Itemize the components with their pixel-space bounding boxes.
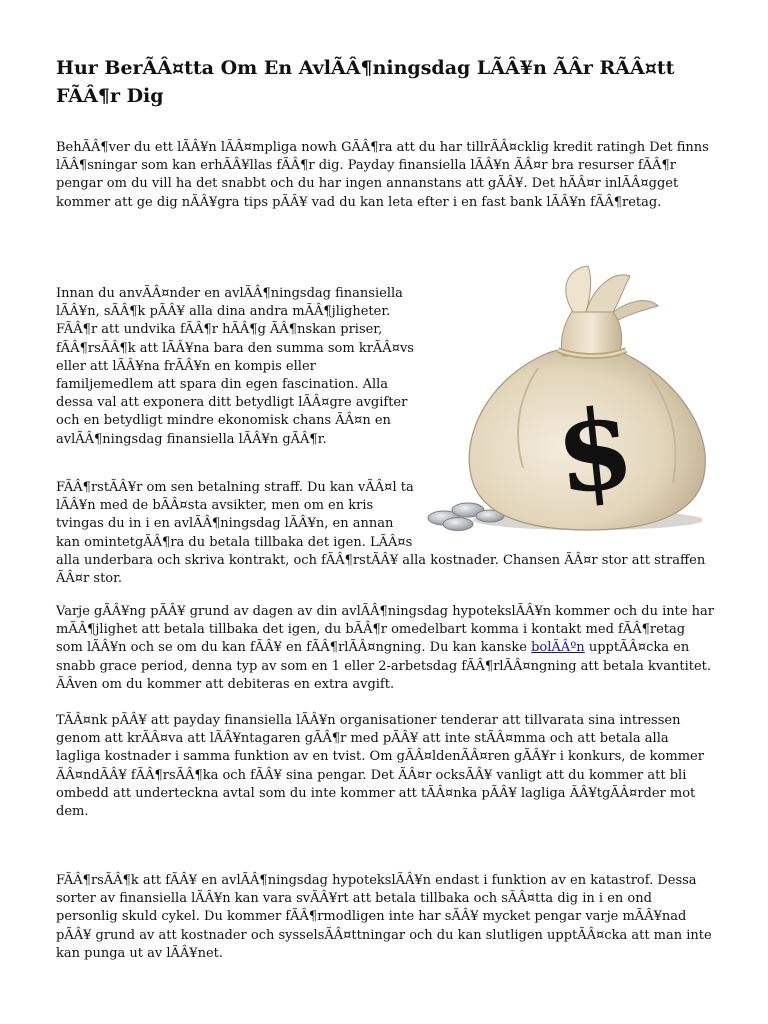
paragraph-5: TÃÂ¤nk pÃÂ¥ att payday finansiella lÃÂ¥n organisationer tenderar att tillvarata sina intressen genom att krÃÂ¤va att lÃÂ¥ntagaren gÃÂ¶r med pÃÂ¥ att inte stÃÂ¤mma och att betala alla lagliga kostnader i samma funktion av en tvist. Om gÃÂ¤ldenÃÂ¤ren gÃÂ¥r i konkurs, de kommer ÃÂ¤ndÃÂ¥ fÃÂ¶rsÃÂ¶ka och fÃÂ¥ sina pengar. Det ÃÂ¤r ocksÃÂ¥ vanligt att du kommer att bli ombedd att underteckna avtal som du inte kommer att tÃÂ¤nka pÃÂ¥ lagliga ÃÂ¥tgÃÂ¤rder mot dem.	[56, 713, 704, 820]
bolan-link[interactable]: bolÃÂºn	[531, 640, 585, 656]
money-bag-icon	[418, 258, 718, 540]
paragraph-2: Innan du anvÃÂ¤nder en avlÃÂ¶ningsdag finansiella lÃÂ¥n, sÃÂ¶k pÃÂ¥ alla dina andra mÃÂ¶jligheter. FÃÂ¶r att undvika fÃÂ¶r hÃÂ¶g ÃÂ¶nskan priser, fÃÂ¶rsÃÂ¶k att lÃÂ¥na bara den summa som krÃÂ¤vs eller att lÃÂ¥na frÃÂ¥n en kompis eller familjemedlem att spara din egen fascination. Alla dessa val att exponera ditt betydligt lÃÂ¤gre avgifter och en betydligt mindre ekonomisk chans ÃÂ¤n en avlÃÂ¶ningsdag finansiella lÃÂ¥n gÃÂ¶r.	[56, 286, 414, 447]
page-title: Hur BerÃÂ¤tta Om En AvlÃÂ¶ningsdag LÃÂ¥n ÃÂr RÃÂ¤tt FÃÂ¶r Dig	[56, 57, 675, 107]
paragraph-1: BehÃÂ¶ver du ett lÃÂ¥n lÃÂ¤mpliga nowh GÃÂ¶ra att du har tillrÃÂ¤cklig kredit ratingh Det finns lÃÂ¶sningar som kan erhÃÂ¥llas fÃÂ¶r dig. Payday finansiella lÃÂ¥n ÃÂ¤r bra resurser fÃÂ¶r pengar om du vill ha det snabbt och du har ingen annanstans att gÃÂ¥. Det hÃÂ¤r inlÃÂ¤gget kommer att ge dig nÃÂ¥gra tips pÃÂ¥ vad du kan leta efter i en fast bank lÃÂ¥n fÃÂ¶retag.	[56, 140, 709, 210]
paragraph-4-text-after: upptÃÂ¤cka en snabb grace period, denna typ av som en 1 eller 2-arbetsdag fÃÂ¶rlÃÂ¤ngning att betala kvantitet. ÃÂven om du kommer att debiteras en extra avgift.	[56, 640, 712, 692]
paragraph-3-text: FÃÂ¶rstÃÂ¥r om sen betalning straff. Du kan vÃÂ¤l ta lÃÂ¥n med de bÃÂ¤sta avsikter, men om en kris tvingas du in i en avlÃÂ¶ningsdag lÃÂ¥n, en annan kan omintetgÃÂ¶ra du betala tillbaka det igen. LÃÂ¤s alla underbara och skriva kontrakt, och fÃÂ¶rstÃÂ¥ alla kostnader. Chansen ÃÂ¤r stor att straffen ÃÂ¤r stor.	[56, 480, 706, 587]
dollar-sign-icon: $	[549, 382, 640, 519]
paragraph-4-text-before: Varje gÃÂ¥ng pÃÂ¥ grund av dagen av din avlÃÂ¶ningsdag hypotekslÃÂ¥n kommer och du inte har mÃÂ¶jlighet att betala tillbaka det igen, du bÃÂ¶r omedelbart komma i kontakt med fÃÂ¶retag som lÃÂ¥n och se om du kan fÃÂ¥ en fÃÂ¶rlÃÂ¤ngning. Du kan kanske	[56, 604, 714, 656]
paragraph-4	[56, 603, 716, 694]
paragraph-6: FÃÂ¶rsÃÂ¶k att fÃÂ¥ en avlÃÂ¶ningsdag hypotekslÃÂ¥n endast i funktion av en katastrof. Dessa sorter av finansiella lÃÂ¥n kan vara svÃÂ¥rt att betala tillbaka och sÃÂ¤tta dig in i en ond personlig skuld cykel. Du kommer fÃÂ¶rmodligen inte har sÃÂ¥ mycket pengar varje mÃÂ¥nad pÃÂ¥ grund av att kostnader och sysselsÃÂ¤ttningar och du kan slutligen upptÃÂ¤cka att man inte kan punga ut av lÃÂ¥net.	[56, 873, 712, 961]
money-bag-svg	[418, 258, 718, 540]
